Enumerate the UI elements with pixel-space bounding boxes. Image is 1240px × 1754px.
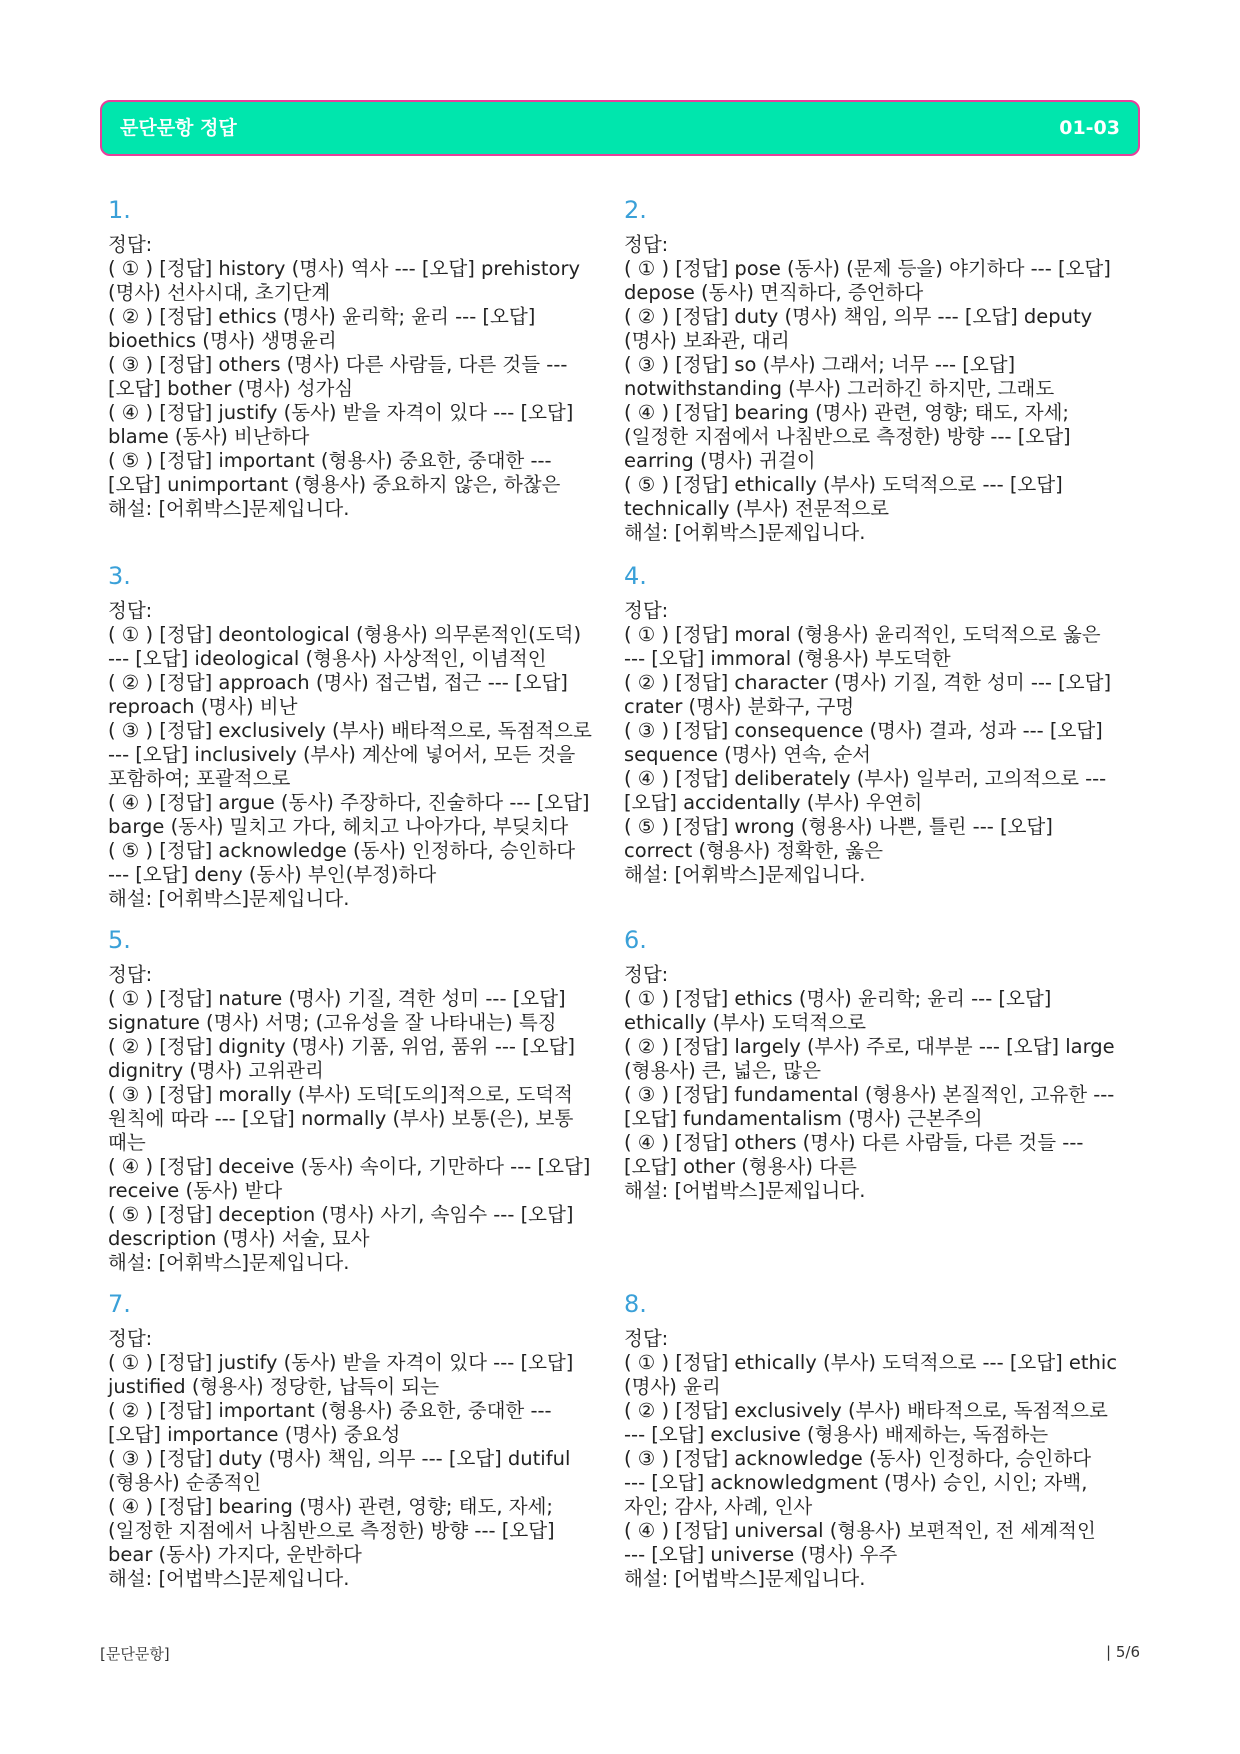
answer-line: 때는 [108,1131,146,1154]
answer-line: 해설: [어법박스]문제입니다. [108,1567,350,1590]
question-number: 1. [108,196,131,224]
answer-line: ( ⑤ ) [정답] ethically (부사) 도덕적으로 --- [오답] [624,473,1063,496]
header-code: 01-03 [1059,117,1120,139]
answer-line: 정답: [624,233,669,256]
header-title: 문단문항 정답 [120,117,237,139]
answer-line: [오답] importance (명사) 중요성 [108,1423,401,1446]
answer-line: blame (동사) 비난하다 [108,425,310,448]
question-6 [624,925,1124,1203]
answer-line: [오답] unimportant (형용사) 중요하지 않은, 하찮은 [108,473,561,496]
answer-line: --- [오답] acknowledgment (명사) 승인, 시인; 자백, [624,1471,1088,1494]
page-number: | 5/6 [1106,1643,1140,1661]
question-3 [108,561,608,911]
answer-line: ( ① ) [정답] pose (동사) (문제 등을) 야기하다 --- [오답] [624,257,1111,280]
answer-line: ( ② ) [정답] ethics (명사) 윤리학; 윤리 --- [오답] [108,305,536,328]
answer-line: ( ④ ) [정답] justify (동사) 받을 자격이 있다 --- [오답] [108,401,574,424]
answer-line: (명사) 보좌관, 대리 [624,329,790,352]
footer-section-label: [문단문항] [100,1645,170,1663]
answer-line: (형용사) 큰, 넓은, 많은 [624,1059,821,1082]
answer-line: (일정한 지점에서 나침반으로 측정한) 방향 --- [오답] [624,425,1071,448]
answer-line: reproach (명사) 비난 [108,695,298,718]
answer-line: 원칙에 따라 --- [오답] normally (부사) 보통(은), 보통 [108,1107,574,1130]
answer-line: ( ③ ) [정답] others (명사) 다른 사람들, 다른 것들 --- [108,353,568,376]
answer-line: receive (동사) 받다 [108,1179,283,1202]
answer-line: ( ① ) [정답] deontological (형용사) 의무론적인(도덕) [108,623,582,646]
question-4 [624,561,1124,887]
answer-line: [오답] fundamentalism (명사) 근본주의 [624,1107,983,1130]
answer-line: ( ③ ) [정답] consequence (명사) 결과, 성과 --- [오답] [624,719,1103,742]
answer-line: ethically (부사) 도덕적으로 [624,1011,866,1034]
answer-line: ( ① ) [정답] nature (명사) 기질, 격한 성미 --- [오답] [108,987,566,1010]
answer-line: ( ① ) [정답] justify (동사) 받을 자격이 있다 --- [오답] [108,1351,574,1374]
answer-line: ( ④ ) [정답] others (명사) 다른 사람들, 다른 것들 --- [624,1131,1084,1154]
answer-line: 해설: [어휘박스]문제입니다. [624,863,866,886]
answer-line: ( ④ ) [정답] deceive (동사) 속이다, 기만하다 --- [오답] [108,1155,591,1178]
answer-line: bioethics (명사) 생명윤리 [108,329,337,352]
answer-line: --- [오답] universe (명사) 우주 [624,1543,898,1566]
answer-line: ( ① ) [정답] ethically (부사) 도덕적으로 --- [오답] ethic [624,1351,1118,1374]
answer-line: (일정한 지점에서 나침반으로 측정한) 방향 --- [오답] [108,1519,555,1542]
answer-line: ( ④ ) [정답] argue (동사) 주장하다, 진술하다 --- [오답] [108,791,590,814]
question-2 [624,195,1124,545]
answer-line: technically (부사) 전문적으로 [624,497,890,520]
answer-line: description (명사) 서술, 묘사 [108,1227,370,1250]
answer-line: ( ③ ) [정답] so (부사) 그래서; 너무 --- [오답] [624,353,1016,376]
answer-line: (명사) 윤리 [624,1375,721,1398]
answer-line: [오답] accidentally (부사) 우연히 [624,791,923,814]
question-number: 3. [108,562,131,590]
answer-line: ( ⑤ ) [정답] important (형용사) 중요한, 중대한 --- [108,449,552,472]
answer-line: correct (형용사) 정확한, 옳은 [624,839,883,862]
answer-line: sequence (명사) 연속, 순서 [624,743,871,766]
answer-line: ( ⑤ ) [정답] acknowledge (동사) 인정하다, 승인하다 [108,839,576,862]
answer-line: 정답: [624,1327,669,1350]
answer-line: 정답: [108,1327,153,1350]
answer-line: ( ① ) [정답] moral (형용사) 윤리적인, 도덕적으로 옳은 [624,623,1101,646]
answer-line: ( ① ) [정답] history (명사) 역사 --- [오답] prehistory [108,257,581,280]
answer-line: --- [오답] inclusively (부사) 계산에 넣어서, 모든 것을 [108,743,576,766]
question-number: 5. [108,926,131,954]
answer-line: barge (동사) 밀치고 가다, 헤치고 나아가다, 부딪치다 [108,815,569,838]
answer-line: 해설: [어휘박스]문제입니다. [624,521,866,544]
answer-line: ( ③ ) [정답] morally (부사) 도덕[도의]적으로, 도덕적 [108,1083,573,1106]
answer-line: dignitry (명사) 고위관리 [108,1059,324,1082]
answer-line: earring (명사) 귀걸이 [624,449,816,472]
page-header [100,100,1140,156]
answer-line: 해설: [어법박스]문제입니다. [624,1179,866,1202]
question-8 [624,1289,1124,1591]
answer-line: ( ③ ) [정답] duty (명사) 책임, 의무 --- [오답] dutiful [108,1447,571,1470]
answer-line: signature (명사) 서명; (고유성을 잘 나타내는) 특징 [108,1011,557,1034]
answer-line: 정답: [108,233,153,256]
question-number: 7. [108,1290,131,1318]
answer-line: ( ① ) [정답] ethics (명사) 윤리학; 윤리 --- [오답] [624,987,1052,1010]
answer-line: ( ② ) [정답] duty (명사) 책임, 의무 --- [오답] deputy [624,305,1093,328]
answer-line: 자인; 감사, 사례, 인사 [624,1495,813,1518]
answer-line: 정답: [108,963,153,986]
answer-line: 포함하여; 포괄적으로 [108,767,291,790]
question-7 [108,1289,608,1591]
question-number: 8. [624,1290,647,1318]
answer-line: 해설: [어휘박스]문제입니다. [108,497,350,520]
answer-line: (형용사) 순종적인 [108,1471,262,1494]
answer-line: [오답] other (형용사) 다른 [624,1155,857,1178]
answer-line: 정답: [108,599,153,622]
answer-line: 정답: [624,599,669,622]
answer-line: --- [오답] ideological (형용사) 사상적인, 이념적인 [108,647,547,670]
answer-line: depose (동사) 면직하다, 증언하다 [624,281,924,304]
answer-line: notwithstanding (부사) 그러하긴 하지만, 그래도 [624,377,1055,400]
answer-line: bear (동사) 가지다, 운반하다 [108,1543,362,1566]
answer-line: (명사) 선사시대, 초기단계 [108,281,331,304]
answer-line: ( ③ ) [정답] acknowledge (동사) 인정하다, 승인하다 [624,1447,1092,1470]
question-number: 6. [624,926,647,954]
answer-line: --- [오답] deny (동사) 부인(부정)하다 [108,863,437,886]
answer-line: --- [오답] immoral (형용사) 부도덕한 [624,647,951,670]
answer-line: ( ③ ) [정답] exclusively (부사) 배타적으로, 독점적으로 [108,719,592,742]
answer-line: ( ⑤ ) [정답] deception (명사) 사기, 속임수 --- [오답] [108,1203,574,1226]
answer-line: ( ② ) [정답] character (명사) 기질, 격한 성미 --- [오답] [624,671,1112,694]
answer-line: ( ④ ) [정답] universal (형용사) 보편적인, 전 세계적인 [624,1519,1096,1542]
answer-line: ( ④ ) [정답] bearing (명사) 관련, 영향; 태도, 자세; [624,401,1069,424]
answer-line: [오답] bother (명사) 성가심 [108,377,354,400]
question-number: 4. [624,562,647,590]
answer-line: ( ⑤ ) [정답] wrong (형용사) 나쁜, 틀린 --- [오답] [624,815,1053,838]
answer-line: ( ② ) [정답] approach (명사) 접근법, 접근 --- [오답] [108,671,568,694]
answer-line: ( ② ) [정답] dignity (명사) 기품, 위엄, 품위 --- [오답] [108,1035,576,1058]
answer-line: 정답: [624,963,669,986]
answer-line: ( ④ ) [정답] bearing (명사) 관련, 영향; 태도, 자세; [108,1495,553,1518]
answer-line: 해설: [어법박스]문제입니다. [624,1567,866,1590]
answer-line: ( ② ) [정답] important (형용사) 중요한, 중대한 --- [108,1399,552,1422]
answer-line: justified (형용사) 정당한, 납득이 되는 [108,1375,440,1398]
answer-line: crater (명사) 분화구, 구멍 [624,695,855,718]
answer-line: ( ② ) [정답] largely (부사) 주로, 대부분 --- [오답] large [624,1035,1115,1058]
answer-line: --- [오답] exclusive (형용사) 배제하는, 독점하는 [624,1423,1049,1446]
answer-line: ( ② ) [정답] exclusively (부사) 배타적으로, 독점적으로 [624,1399,1108,1422]
answer-line: 해설: [어휘박스]문제입니다. [108,1251,350,1274]
question-number: 2. [624,196,647,224]
answer-line: ( ④ ) [정답] deliberately (부사) 일부러, 고의적으로 --- [624,767,1107,790]
answer-line: 해설: [어휘박스]문제입니다. [108,887,350,910]
question-5 [108,925,608,1275]
answer-line: ( ③ ) [정답] fundamental (형용사) 본질적인, 고유한 --- [624,1083,1115,1106]
question-1 [108,195,608,521]
